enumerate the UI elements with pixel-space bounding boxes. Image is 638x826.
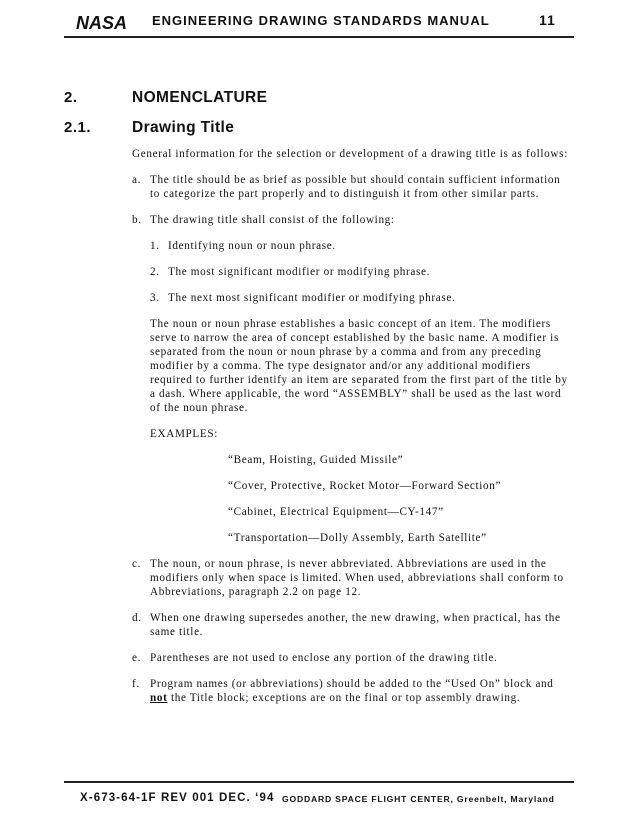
list-label: f. <box>132 678 140 690</box>
sublist-item <box>150 239 572 253</box>
list-item-text: The drawing title shall consist of the following: <box>150 214 395 226</box>
section-number: 2. <box>64 89 78 106</box>
example-item: “Cover, Protective, Rocket Motor—Forward Section” <box>228 480 502 492</box>
page-number: 11 <box>539 12 556 28</box>
list-item-c <box>132 557 572 599</box>
list-item-text: The title should be as brief as possible but should contain sufficient information to categorize the part properly and to distinguish it from other similar parts. <box>150 174 561 200</box>
nasa-logo <box>76 12 128 32</box>
text-part: the Title block; exceptions are on the final or top assembly drawing. <box>167 692 521 704</box>
sublist-label: 1. <box>150 240 160 252</box>
sublist-text: The most significant modifier or modifying phrase. <box>168 266 431 278</box>
list-label: c. <box>132 558 142 570</box>
list-label: e. <box>132 652 142 664</box>
example-item: “Cabinet, Electrical Equipment—CY-147” <box>228 506 444 518</box>
example-item: “Beam, Hoisting, Guided Missile” <box>228 454 404 466</box>
intro-paragraph: General information for the selection or development of a drawing title is as follows: <box>132 148 568 160</box>
sublist-text: The next most significant modifier or modifying phrase. <box>168 292 456 304</box>
list-item-a <box>132 173 572 201</box>
document-number: X-673-64-1F REV 001 DEC. ‘94 <box>80 792 275 804</box>
examples-label: EXAMPLES: <box>150 428 219 440</box>
list-item-text: The noun, or noun phrase, is never abbreviated. Abbreviations are used in the modifiers only when space is limited. When used, abbreviations shall conform to Abbreviations, paragraph 2.2 on page 12. <box>150 558 564 598</box>
explanation-paragraph: The noun or noun phrase establishes a basic concept of an item. The modifiers serve to narrow the area of concept established by the basic name. A modifier is separated from the noun or noun phrase by a comma and from any preceding modifier by a comma. The type designator and/or any additional modifiers required to further identify an item are separated from the first part of the title by a dash. Where applicable, the word “ASSEMBLY” shall be used as the last word of the noun phrase. <box>150 318 568 414</box>
list-label: a. <box>132 174 142 186</box>
list-item-e <box>132 651 572 665</box>
emphasis-text: not <box>150 692 168 704</box>
page-header <box>0 0 638 40</box>
section-body <box>132 147 572 717</box>
list-label: b. <box>132 214 142 226</box>
list-item-text <box>150 678 554 704</box>
sublist-label: 2. <box>150 266 160 278</box>
list-item-d <box>132 611 572 639</box>
example-item: “Transportation—Dolly Assembly, Earth Satellite” <box>228 532 487 544</box>
subsection-title: Drawing Title <box>132 119 235 136</box>
list-label: d. <box>132 612 142 624</box>
sublist-item <box>150 265 572 279</box>
organization-name: GODDARD SPACE FLIGHT CENTER, Greenbelt, Maryland <box>282 794 555 804</box>
footer-divider <box>64 781 574 783</box>
list-item-b-details <box>132 227 572 545</box>
list-item-text: Parentheses are not used to enclose any portion of the drawing title. <box>150 652 498 664</box>
header-divider <box>64 36 574 38</box>
list-item-text: When one drawing supersedes another, the new drawing, when practical, has the same title. <box>150 612 561 638</box>
svg-text:NASA: NASA <box>76 13 128 32</box>
sublist-text: Identifying noun or noun phrase. <box>168 240 336 252</box>
list-item-f <box>132 677 572 705</box>
sublist-item <box>150 291 572 305</box>
text-part: Program names (or abbreviations) should be added to the “Used On” block and <box>150 678 554 690</box>
list-item-b <box>132 213 572 227</box>
sublist-label: 3. <box>150 292 160 304</box>
subsection-number: 2.1. <box>64 119 92 136</box>
manual-title: ENGINEERING DRAWING STANDARDS MANUAL <box>152 13 490 28</box>
section-title: NOMENCLATURE <box>132 89 268 106</box>
examples-list <box>150 453 572 545</box>
